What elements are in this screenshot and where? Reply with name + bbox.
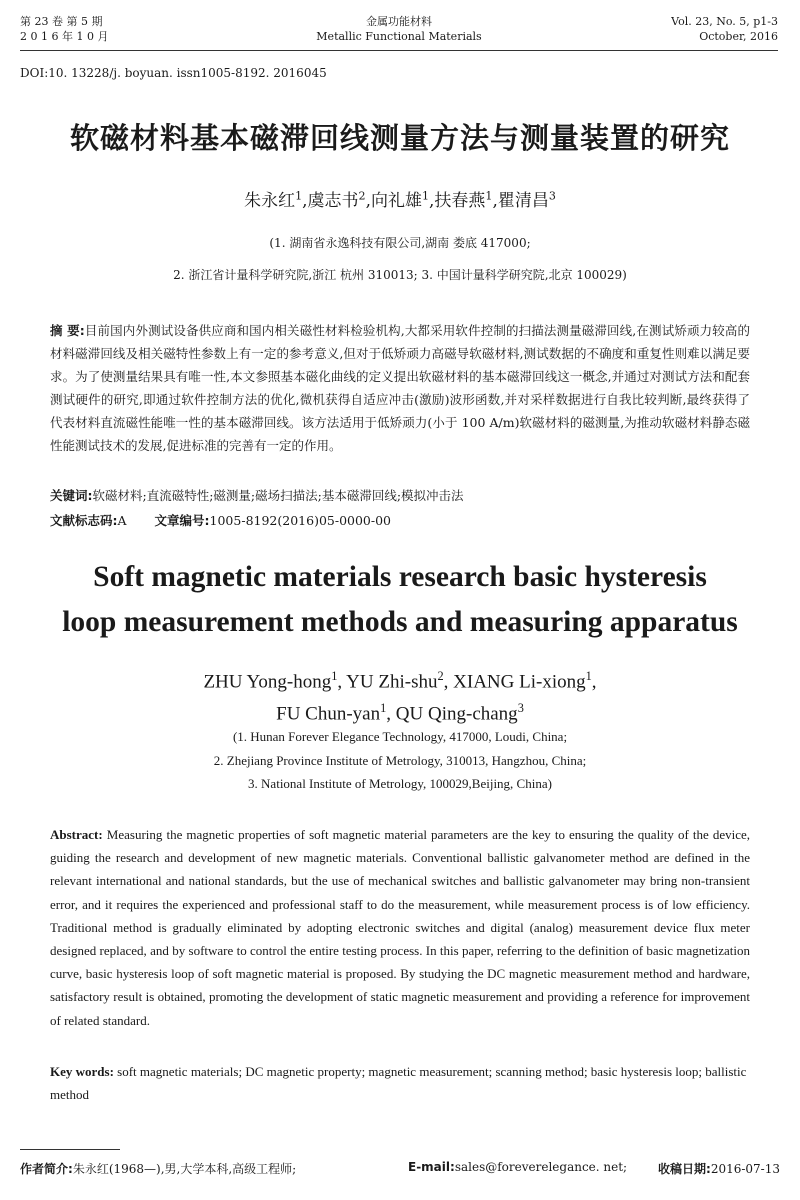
abstract-en <box>50 823 750 1032</box>
author-name: YU Zhi-shu <box>346 671 438 693</box>
author-list-en-2: FU Chun-yan$^1$, QU Qing-chang$^3$ <box>276 701 524 725</box>
author-affiliation-mark: 1 <box>295 189 303 203</box>
author-affiliation-mark: 1 <box>585 669 592 683</box>
author-list-cn: 朱永红$^1$,虞志书$^2$,向礼雄$^1$,扶春燕$^1$,瞿清昌$^3$ <box>244 189 556 211</box>
author-name: QU Qing-chang <box>395 703 518 725</box>
keywords-label-en: Key words: <box>50 1064 114 1079</box>
document-codes <box>50 511 750 529</box>
running-header <box>20 14 778 54</box>
title-en-line-1: Soft magnetic materials research basic hysteresis <box>93 561 707 593</box>
page-title-cn: 软磁材料基本磁滞回线测量方法与测量装置的研究 <box>69 121 730 155</box>
email-link[interactable]: sales@foreverelegance. net; <box>454 1160 628 1174</box>
author-name: 瞿清昌 <box>497 191 549 211</box>
header-divider <box>20 50 778 51</box>
journal-name <box>20 14 778 44</box>
issue-volume-cn: 第 23 卷 第 5 期 <box>20 15 103 28</box>
author-email <box>408 1160 627 1174</box>
abstract-label-cn: 摘 要: <box>50 323 85 338</box>
author-name: 扶春燕 <box>434 191 486 211</box>
author-affiliation-mark: 3 <box>517 701 524 715</box>
abstract-cn <box>50 319 750 457</box>
email-label: E-mail: <box>408 1160 455 1174</box>
received-value: 2016-07-13 <box>710 1162 780 1176</box>
affiliation-en-3: 3. National Institute of Metrology, 100029,Beijing, China) <box>248 776 552 791</box>
affiliation-cn-2: 2. 浙江省计量科学研究院,浙江 杭州 310013; 3. 中国计量科学研究院,北京 100029) <box>173 268 627 282</box>
author-name: ZHU Yong-hong <box>203 671 332 693</box>
author-affiliation-mark: 2 <box>437 669 444 683</box>
affiliation-en-1: (1. Hunan Forever Elegance Technology, 417000, Loudi, China; <box>232 729 568 744</box>
article-no-label: 文章编号: <box>154 513 210 528</box>
author-bio <box>20 1162 296 1176</box>
keywords-text-en: soft magnetic materials; DC magnetic property; magnetic measurement; scanning method; basic hysteresis loop; ballistic method <box>50 1064 747 1102</box>
issue-date-cn: 2 0 1 6 年 1 0 月 <box>20 30 109 43</box>
author-list-en-1: ZHU Yong-hong$^1$, YU Zhi-shu$^2$, XIANG Li-xiong$^1$, <box>203 669 597 693</box>
keywords-label-cn: 关键词: <box>50 488 93 503</box>
received-label: 收稿日期: <box>658 1162 711 1176</box>
journal-name-en: Metallic Functional Materials <box>316 30 482 43</box>
author-affiliation-mark: 1 <box>485 189 493 203</box>
author-name: FU Chun-yan <box>276 703 381 725</box>
abstract-label-en: Abstract: <box>50 827 103 842</box>
keywords-cn <box>50 486 750 504</box>
issue-date-en: October, 2016 <box>699 30 778 43</box>
keywords-en <box>50 1060 750 1106</box>
author-name: 向礼雄 <box>370 191 422 211</box>
author-bio-label: 作者简介: <box>20 1162 73 1176</box>
author-affiliation-mark: 1 <box>421 189 430 203</box>
author-affiliation-mark: 1 <box>380 701 387 715</box>
abstract-text-cn: 目前国内外测试设备供应商和国内相关磁性材料检验机构,大都采用软件控制的扫描法测量磁滞回线,在测试矫顽力较高的材料磁滞回线及相关磁特性参数上有一定的参考意义,但对于低矫顽力高磁导软磁材料,测试数据的不确度和重复性则难以满足要求。为了使测量结果具有唯一性,本文参照基本磁化曲线的定义提出软磁材料的基本磁滞回线这一概念,并通过对测试方法和配套测试硬件的研究,即通过软件控制方法的优化,微机获得自适应冲击(激励)波形函数,并对采样数据进行自我比较判断,最终获得了代表材料直流磁性能唯一性的基本磁滞回线。该方法适用于低矫顽力(小于 100 A/m)软磁材料的磁测量,为推动软磁材料静态磁性能测试技术的发展,促进标准的完善有一定的作用。 <box>50 323 750 453</box>
issue-volume-en: Vol. 23, No. 5, p1-3 <box>671 15 778 28</box>
abstract-text-en: Measuring the magnetic properties of soft magnetic material parameters are the key to ensuring the quality of the device, guiding the research and development of new magnetic materials. Conventional ballistic galvanometer method are defined in the relevant international and national standards, but the use of mechanical switches and ballistic galvanometer may bring non-transient error, and it requires the experienced and professional staff to do the measurement, while measurement process is of low efficiency. Traditional method is gradually eliminated by adopting electronic switches and digital (analog) measurement device flux meter designed replaced, and by software to control the entire testing process. In this paper, referring to the definition of basic magnetization curve, basic hysteresis loop of soft magnetic material is proposed. By studying the DC magnetic measurement method and hardware, satisfactory result is obtained, promoting the development of static magnetic measurement and providing a reference for improvement of related standard. <box>50 827 751 1028</box>
doc-code: A <box>117 513 127 528</box>
author-bio-text: 朱永红(1968—),男,大学本科,高级工程师; <box>72 1162 297 1176</box>
footnote-divider <box>20 1149 120 1150</box>
doi[interactable]: DOI:10. 13228/j. boyuan. issn1005-8192. 2016045 <box>20 66 327 80</box>
doc-code-label: 文献标志码: <box>50 513 118 528</box>
article-no: 1005-8192(2016)05-0000-00 <box>209 513 392 528</box>
page-title-en <box>0 555 800 645</box>
author-name: 虞志书 <box>307 191 359 211</box>
keywords-text-cn: 软磁材料;直流磁特性;磁测量;磁场扫描法;基本磁滞回线;模拟冲击法 <box>92 488 464 503</box>
received-date <box>658 1160 780 1177</box>
author-name: XIANG Li-xiong <box>453 671 586 693</box>
author-affiliation-mark: 2 <box>358 189 366 203</box>
author-name: 朱永红 <box>244 191 296 211</box>
affiliation-en-2: 2. Zhejiang Province Institute of Metrology, 310013, Hangzhou, China; <box>213 753 587 768</box>
footnote <box>20 1160 780 1177</box>
author-affiliation-mark: 1 <box>331 669 338 683</box>
title-en-line-2: loop measurement methods and measuring apparatus <box>62 606 738 638</box>
journal-issue-en <box>671 14 778 44</box>
affiliation-cn-1: (1. 湖南省永逸科技有限公司,湖南 娄底 417000; <box>269 236 531 250</box>
author-affiliation-mark: 3 <box>548 189 556 203</box>
journal-name-cn: 金属功能材料 <box>366 15 432 28</box>
